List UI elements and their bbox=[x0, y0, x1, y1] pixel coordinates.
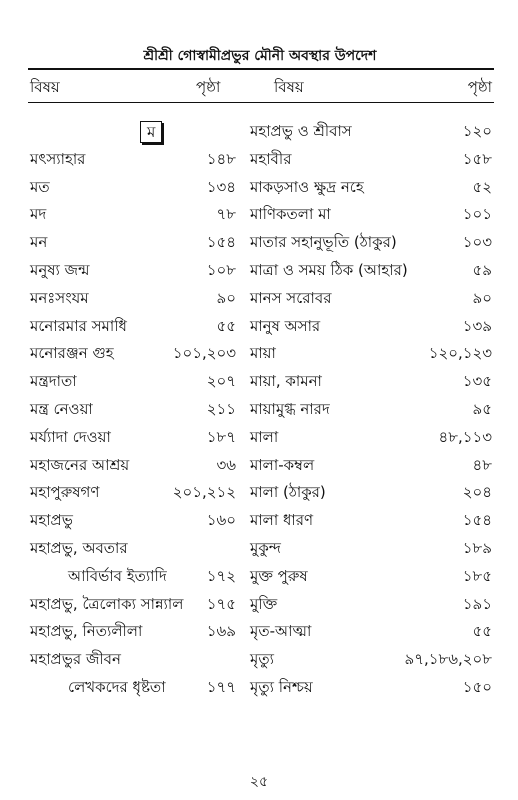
entry-right-page: ১০১ bbox=[462, 205, 492, 224]
entry-left-page: ১০১,২০৩ bbox=[172, 344, 236, 363]
entry-right-subject: মুকুন্দ bbox=[250, 538, 281, 557]
entry-right-page: ৫৯ bbox=[472, 260, 492, 279]
entry-right-subject: মাত্রা ও সময় ঠিক (আহার) bbox=[250, 260, 408, 279]
entry-right-page: ৫২ bbox=[472, 177, 492, 196]
index-row bbox=[0, 229, 518, 257]
entry-right-page: ১৮৫ bbox=[462, 566, 492, 585]
index-row bbox=[0, 201, 518, 229]
entry-left-subject: মর্য্যাদা দেওয়া bbox=[30, 427, 111, 446]
index-row bbox=[0, 396, 518, 424]
entry-left-subject: মহাপ্রভু bbox=[30, 511, 73, 530]
entry-right-page: ২০৪ bbox=[462, 483, 492, 502]
header-page-left: পৃষ্ঠা bbox=[196, 78, 221, 96]
entry-right-page: ৯৭,১৮৬,২০৮ bbox=[404, 650, 492, 669]
entry-left-page: ১০৮ bbox=[206, 260, 236, 279]
page-number: ২৫ bbox=[249, 774, 269, 790]
entry-left-subject: মন্ত্রদাতা bbox=[30, 372, 77, 391]
entry-right-subject: মালা-কম্বল bbox=[250, 455, 315, 474]
entry-left-subject: মন bbox=[30, 233, 48, 252]
entry-left-page: ২০১,২১২ bbox=[172, 483, 236, 502]
entry-left-page: ১৫৪ bbox=[206, 233, 236, 252]
section-letter-box: ম bbox=[140, 121, 162, 143]
entry-right-page: ১০৩ bbox=[462, 233, 492, 252]
entry-right-subject: মালা ধারণ bbox=[250, 511, 314, 530]
entry-right-subject: মৃত-আত্মা bbox=[250, 622, 312, 641]
entry-left-subject: মত bbox=[30, 177, 50, 196]
entry-right-subject: মুক্তি bbox=[250, 594, 278, 613]
entry-right-subject: মৃত্যু নিশ্চয় bbox=[250, 677, 313, 696]
index-row bbox=[0, 257, 518, 285]
index-row bbox=[0, 591, 518, 619]
entry-right-page: ১৯১ bbox=[462, 594, 492, 613]
entry-right-subject: মাকড়সাও ক্ষুদ্র নহে bbox=[250, 177, 364, 196]
entry-left-subject: মহাপুরুষগণ bbox=[30, 483, 100, 502]
index-row bbox=[0, 368, 518, 396]
entry-right-page: ১৮৯ bbox=[462, 538, 492, 557]
entry-right-page: ১৩৫ bbox=[462, 372, 492, 391]
entry-right-subject: মালা bbox=[250, 427, 279, 446]
entry-left-subject: মনঃসংযম bbox=[30, 288, 89, 307]
entry-right-subject: মৃত্যু bbox=[250, 650, 274, 669]
index-row bbox=[0, 313, 518, 341]
entry-right-subject: মানস সরোবর bbox=[250, 288, 332, 307]
entry-right-page: ৯৫ bbox=[472, 399, 492, 418]
entry-left-subject: মদ bbox=[30, 205, 47, 224]
entry-right-subject: মায়ামুগ্ধ নারদ bbox=[250, 399, 330, 418]
entry-left-page: ১৪৮ bbox=[206, 149, 236, 168]
entry-left-subject: মনোরমার সমাধি bbox=[30, 316, 127, 335]
entry-left-page: ৫৫ bbox=[216, 316, 236, 335]
entry-left-subject: মহাপ্রভু, অবতার bbox=[30, 538, 128, 557]
entry-left-page: ১৬০ bbox=[206, 511, 236, 530]
index-row bbox=[0, 146, 518, 174]
entry-left-page: ১৮৭ bbox=[206, 427, 236, 446]
entry-left-subject: মনুষ্য জন্ম bbox=[30, 260, 90, 279]
entry-left-page: ১৬৯ bbox=[206, 622, 236, 641]
entry-left-page: ২০৭ bbox=[206, 372, 236, 391]
entry-left-subject: মনোরঞ্জন গুহ bbox=[30, 344, 114, 363]
entry-right-page: ৪৮ bbox=[472, 455, 492, 474]
index-row bbox=[0, 535, 518, 563]
entry-right-page: ১৫৪ bbox=[462, 511, 492, 530]
top-rule bbox=[28, 68, 494, 70]
index-row bbox=[0, 479, 518, 507]
entry-left-subject: মৎস্যাহার bbox=[30, 149, 86, 168]
entry-right-page: ৯০ bbox=[472, 288, 492, 307]
entry-left-subject: মহাপ্রভুর জীবন bbox=[30, 650, 121, 669]
entry-left-subject: লেখকদের ধৃষ্টতা bbox=[68, 677, 166, 696]
index-row bbox=[0, 174, 518, 202]
entry-left-subject: মহাপ্রভু, ত্রৈলোক্য সান্ন্যাল bbox=[30, 594, 184, 613]
entry-left-page: ১৭৭ bbox=[206, 677, 236, 696]
entry-left-subject: মহাজনের আশ্রয় bbox=[30, 455, 130, 474]
entry-left-page: ১৭২ bbox=[206, 566, 236, 585]
entry-right-page: ১২০ bbox=[462, 122, 492, 140]
entry-right-page: ১২০,১২৩ bbox=[428, 344, 492, 363]
index-row bbox=[0, 563, 518, 591]
index-row bbox=[0, 618, 518, 646]
entry-left-page: ২১১ bbox=[206, 399, 236, 418]
entry-right-subject: মাতার সহানুভূতি (ঠাকুর) bbox=[250, 233, 397, 252]
entry-right-subject: মহাপ্রভু ও শ্রীবাস bbox=[250, 122, 352, 140]
index-row bbox=[0, 507, 518, 535]
entry-left-page: ৭৮ bbox=[216, 205, 236, 224]
header-rule bbox=[28, 102, 494, 103]
entry-right-page: ১৫০ bbox=[462, 677, 492, 696]
index-row bbox=[0, 646, 518, 674]
entry-left-page: ১৭৫ bbox=[206, 594, 236, 613]
entry-left-subject: মন্ত্র নেওয়া bbox=[30, 399, 93, 418]
header-subject-right: বিষয় bbox=[274, 78, 304, 96]
entry-right-page: ৫৫ bbox=[472, 622, 492, 641]
header-subject-left: বিষয় bbox=[30, 78, 60, 96]
index-row bbox=[0, 452, 518, 480]
entry-right-page: ৪৮,১১৩ bbox=[438, 427, 492, 446]
entry-right-page: ১৩৯ bbox=[462, 316, 492, 335]
entry-left-page: ৩৬ bbox=[216, 455, 236, 474]
entry-right-subject: মুক্ত পুরুষ bbox=[250, 566, 308, 585]
entry-right-page: ১৫৮ bbox=[462, 149, 492, 168]
entry-right-subject: মাণিকতলা মা bbox=[250, 205, 331, 224]
entry-right-subject: মালা (ঠাকুর) bbox=[250, 483, 326, 502]
entry-left-page: ৯০ bbox=[216, 288, 236, 307]
entry-left-page: ১৩৪ bbox=[206, 177, 236, 196]
index-row bbox=[0, 340, 518, 368]
entry-left-subject: মহাপ্রভু, নিত্যলীলা bbox=[30, 622, 143, 641]
index-row bbox=[0, 285, 518, 313]
entry-right-subject: মায়া, কামনা bbox=[250, 372, 322, 391]
header-page-right: পৃষ্ঠা bbox=[467, 78, 492, 96]
entry-right-subject: মানুষ অসার bbox=[250, 316, 321, 335]
index-table bbox=[0, 118, 518, 702]
index-row bbox=[0, 674, 518, 702]
running-head: শ্রীশ্রী গোস্বামীপ্রভুর মৌনী অবস্থার উপদেশ bbox=[143, 48, 377, 64]
entry-right-subject: মহাবীর bbox=[250, 149, 292, 168]
index-row bbox=[0, 424, 518, 452]
entry-left-subject: আবির্ভাব ইত্যাদি bbox=[68, 566, 167, 585]
index-row bbox=[0, 118, 518, 146]
entry-right-subject: মায়া bbox=[250, 344, 276, 363]
